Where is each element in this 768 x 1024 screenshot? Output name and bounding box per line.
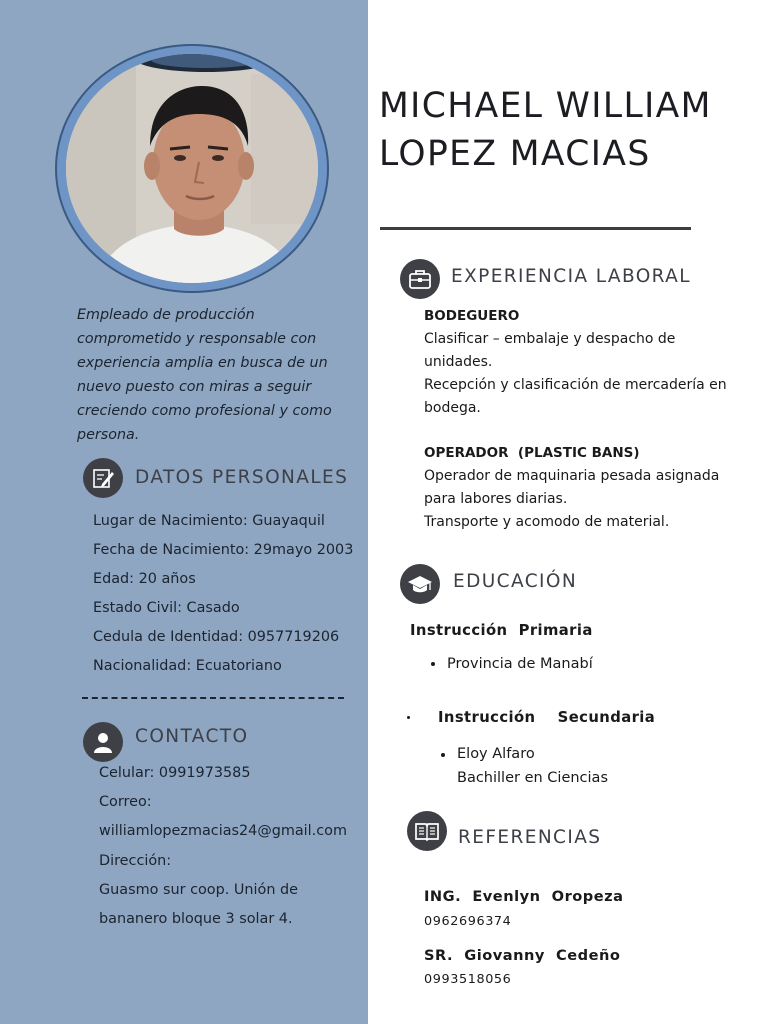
contact-address-line1: Guasmo sur coop. Unión de	[99, 881, 299, 898]
bullet-dot	[441, 753, 445, 757]
job-line: para labores diarias.	[424, 491, 568, 507]
section-title-educacion: EDUCACIÓN	[453, 571, 578, 592]
book-icon	[407, 811, 447, 851]
datos-item-nacionalidad: Nacionalidad: Ecuatoriano	[93, 658, 282, 674]
job-line: bodega.	[424, 400, 481, 416]
job-entry	[424, 305, 744, 420]
contact-email-label: Correo:	[99, 794, 152, 811]
graduation-cap-icon	[400, 564, 440, 604]
name-line-2: LOPEZ MACIAS	[379, 134, 651, 174]
job-entry	[424, 442, 744, 534]
bullet-dot	[431, 662, 435, 666]
section-title-contacto: CONTACTO	[135, 726, 249, 747]
section-title-experiencia: EXPERIENCIA LABORAL	[451, 266, 691, 287]
full-name	[379, 82, 759, 178]
reference-phone: 0962696374	[424, 914, 512, 929]
job-title: BODEGUERO	[424, 308, 520, 324]
name-line-1: MICHAEL WILLIAM	[379, 86, 712, 126]
job-line: Transporte y acomodo de material.	[424, 514, 670, 530]
datos-item-estado-civil: Estado Civil: Casado	[93, 600, 240, 616]
edu-secundaria-item: Eloy Alfaro	[457, 746, 535, 762]
job-line: Clasificar – embalaje y despacho de	[424, 331, 676, 347]
edu-secundaria-item: Bachiller en Ciencias	[457, 770, 608, 786]
reference-name: SR. Giovanny Cedeño	[424, 947, 621, 964]
datos-item-lugar-nacimiento: Lugar de Nacimiento: Guayaquil	[93, 513, 325, 529]
professional-summary: Empleado de producción comprometido y responsable con experiencia amplia en busca de un nuevo puesto con miras a seguir creciendo como profesional y como persona.	[77, 307, 332, 443]
briefcase-icon	[400, 259, 440, 299]
contact-address-line2: bananero bloque 3 solar 4.	[99, 910, 293, 927]
edit-document-icon	[83, 458, 123, 498]
datos-item-cedula: Cedula de Identidad: 0957719206	[93, 629, 340, 645]
datos-item-fecha-nacimiento: Fecha de Nacimiento: 29mayo 2003	[93, 542, 354, 558]
contact-email[interactable]: williamlopezmacias24@gmail.com	[99, 823, 347, 840]
profile-photo	[66, 54, 318, 283]
job-line: unidades.	[424, 354, 493, 370]
name-underline	[380, 227, 691, 230]
edu-primaria-heading: Instrucción Primaria	[410, 622, 593, 639]
bullet-dot	[407, 716, 410, 719]
contacto-list	[99, 759, 364, 934]
edu-secundaria-heading: Instrucción Secundaria	[438, 709, 656, 726]
job-line: Operador de maquinaria pesada asignada	[424, 468, 720, 484]
datos-personales-list	[93, 507, 368, 681]
job-line: Recepción y clasificación de mercadería en	[424, 377, 727, 393]
section-title-referencias: REFERENCIAS	[458, 827, 602, 848]
dashed-divider	[82, 697, 344, 699]
reference-phone: 0993518056	[424, 972, 512, 987]
contact-phone: Celular: 0991973585	[99, 765, 251, 781]
reference-name: ING. Evenlyn Oropeza	[424, 888, 624, 905]
edu-primaria-item: Provincia de Manabí	[447, 656, 593, 672]
job-title: OPERADOR (PLASTIC BANS)	[424, 445, 640, 461]
section-title-datos-personales: DATOS PERSONALES	[135, 467, 349, 488]
datos-item-edad: Edad: 20 años	[93, 571, 196, 587]
contact-address-label: Dirección:	[99, 852, 172, 869]
person-icon	[83, 722, 123, 762]
